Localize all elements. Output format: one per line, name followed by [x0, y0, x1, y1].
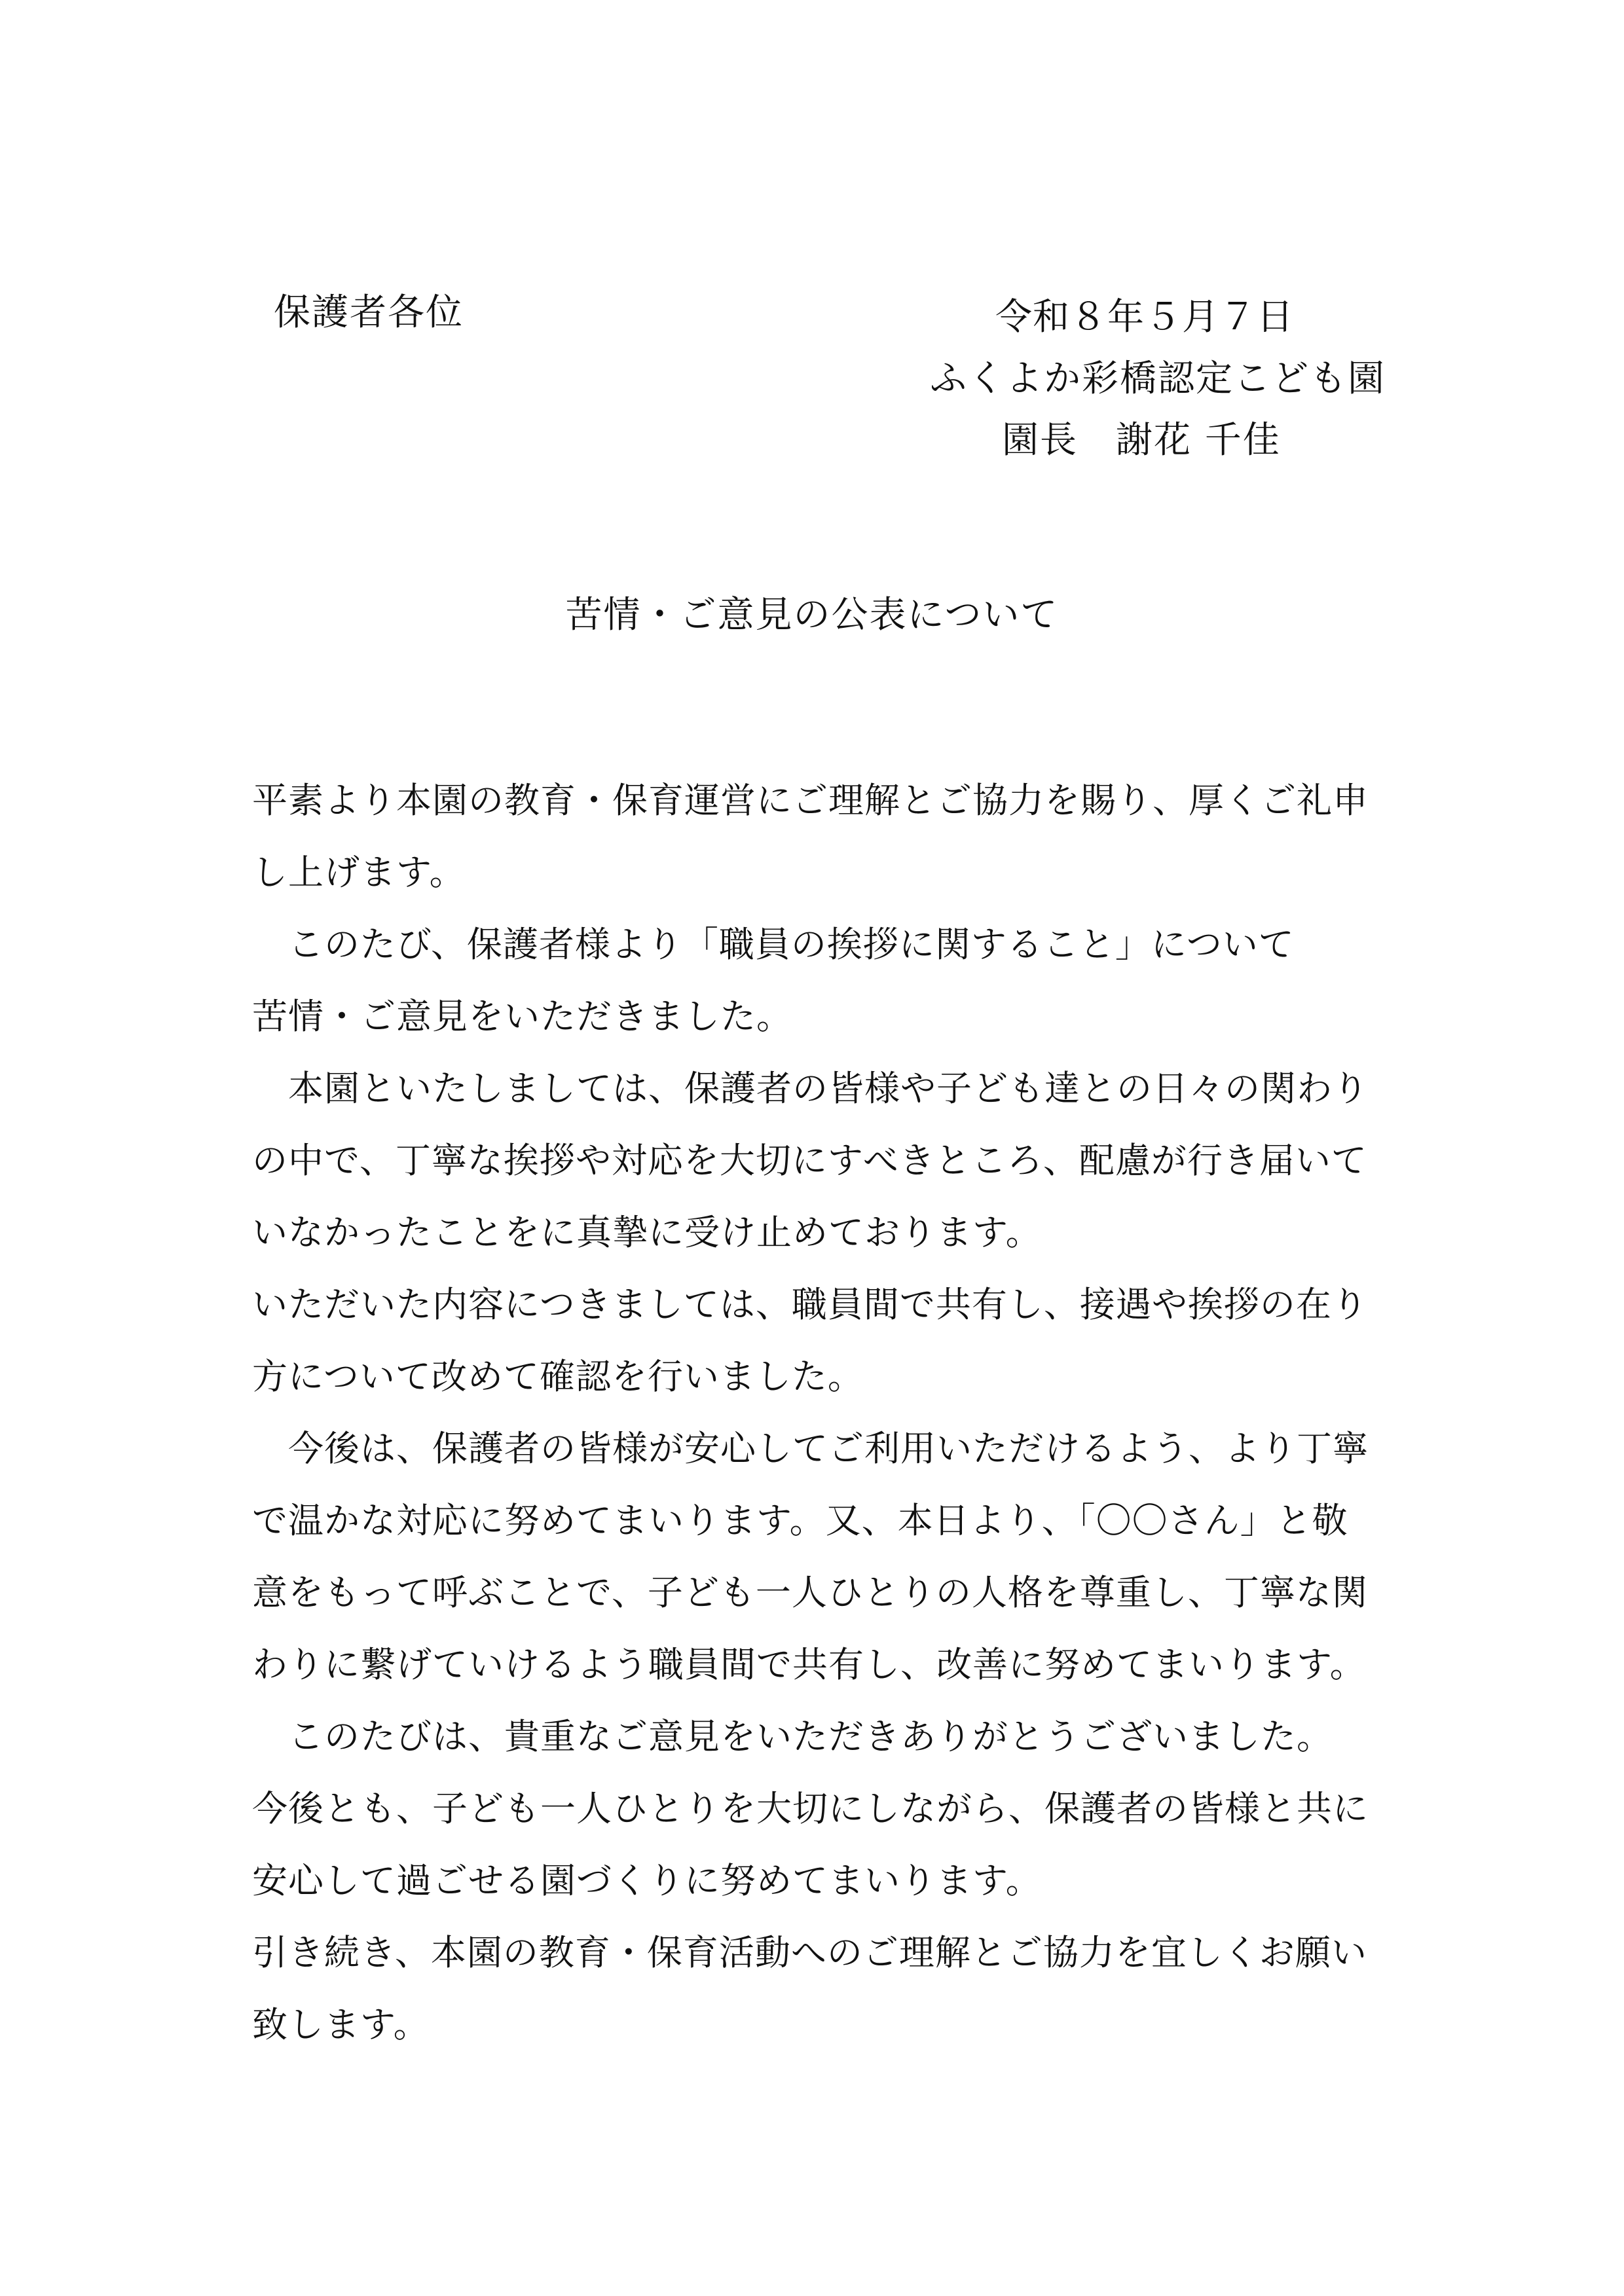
body-line: 今後は、保護者の皆様が安心してご利用いただけるよう、より丁寧	[252, 1428, 1369, 1469]
body-line: 苦情・ご意見をいただきました。	[252, 996, 792, 1037]
document-title: 苦情・ご意見の公表について	[565, 594, 1059, 636]
body-line: で温かな対応に努めてまいります。又、本日より、「〇〇さん」と敬	[252, 1500, 1348, 1541]
body-line: 方について改めて確認を行いました。	[252, 1356, 864, 1397]
body-line: いなかったことをに真摯に受け止めております。	[252, 1212, 1042, 1253]
body-line: し上げます。	[252, 852, 466, 893]
body-line: 今後とも、子ども一人ひとりを大切にしながら、保護者の皆様と共に	[252, 1788, 1369, 1829]
addressee: 保護者各位	[274, 291, 464, 334]
body-line: 安心して過ごせる園づくりに努めてまいります。	[252, 1860, 1042, 1901]
body-line: このたびは、貴重なご意見をいただきありがとうございました。	[252, 1716, 1333, 1757]
organization-name: ふくよか彩橋認定こども園	[930, 357, 1386, 400]
body-line: 平素より本園の教育・保育運営にご理解とご協力を賜り、厚くご礼申	[252, 780, 1369, 821]
issue-date: 令和８年５月７日	[995, 296, 1294, 338]
sender-block	[917, 287, 1414, 471]
body-line: 引き続き、本園の教育・保育活動へのご理解とご協力を宜しくお願い	[252, 1932, 1367, 1973]
body-line: 意をもって呼ぶことで、子ども一人ひとりの人格を尊重し、丁寧な関	[252, 1572, 1368, 1613]
principal-name: 園長 謝花 千佳	[1002, 419, 1281, 462]
body-line: 本園といたしましては、保護者の皆様や子ども達との日々の関わり	[252, 1068, 1369, 1109]
body-line: 致します。	[252, 2004, 430, 2045]
body-line: わりに繋げていけるよう職員間で共有し、改善に努めてまいります。	[252, 1644, 1366, 1685]
body-line: このたび、保護者様より「職員の挨拶に関すること」について	[252, 924, 1295, 965]
body-text	[252, 765, 1418, 2061]
body-line: いただいた内容につきましては、職員間で共有し、接遇や挨拶の在り	[252, 1284, 1368, 1325]
body-line: の中で、丁寧な挨拶や対応を大切にすべきところ、配慮が行き届いて	[252, 1140, 1367, 1181]
